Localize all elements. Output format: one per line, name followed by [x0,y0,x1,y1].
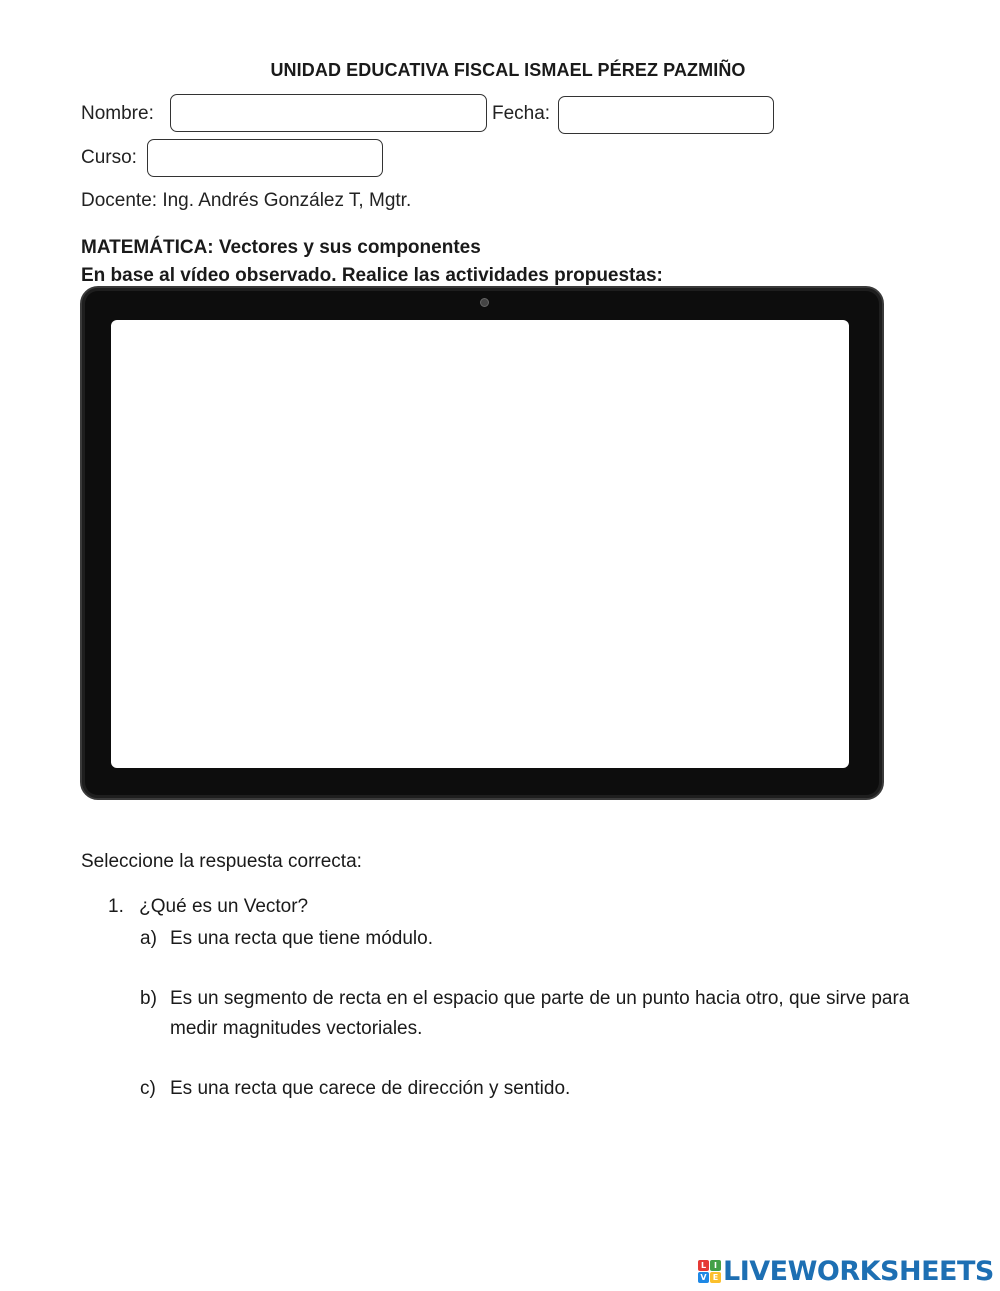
nombre-input[interactable] [170,94,487,132]
question-text: ¿Qué es un Vector? [139,896,309,917]
camera-icon [480,298,489,307]
question-1 [108,896,308,918]
nombre-label: Nombre: [81,103,154,124]
logo-mark-e: E [710,1272,721,1283]
curso-label: Curso: [81,147,137,168]
option-a[interactable] [140,924,940,954]
fecha-label: Fecha: [492,103,551,124]
option-letter: c) [140,1078,156,1099]
logo-text: LIVEWORKSHEETS [723,1255,994,1287]
option-letter: a) [140,928,157,949]
subject-instruction: En base al vídeo observado. Realice las actividades propuestas: [81,265,663,286]
liveworksheets-logo [698,1256,994,1286]
option-c[interactable] [140,1074,940,1104]
liveworksheets-logo-icon [698,1260,721,1283]
school-title: UNIDAD EDUCATIVA FISCAL ISMAEL PÉREZ PAZMIÑO [270,60,746,80]
logo-mark-v: V [698,1272,709,1283]
option-b[interactable] [140,984,940,1044]
curso-input[interactable] [147,139,383,177]
fecha-input[interactable] [558,96,774,134]
option-letter: b) [140,988,157,1009]
subject-title: MATEMÁTICA: Vectores y sus componentes [81,237,481,258]
option-text: Es un segmento de recta en el espacio que parte de un punto hacia otro, que sirve para medir magnitudes vectoriales. [170,988,910,1039]
option-text: Es una recta que carece de dirección y sentido. [170,1078,571,1099]
question-number: 1. [108,896,124,917]
video-screen[interactable] [111,320,849,768]
subject-block [81,234,663,290]
logo-mark-l: L [698,1260,709,1271]
logo-mark-i: I [710,1260,721,1271]
option-text: Es una recta que tiene módulo. [170,928,434,949]
quiz-instruction: Seleccione la respuesta correcta: [81,851,362,872]
video-tablet-frame [80,286,884,800]
docente-text: Docente: Ing. Andrés González T, Mgtr. [81,190,412,211]
